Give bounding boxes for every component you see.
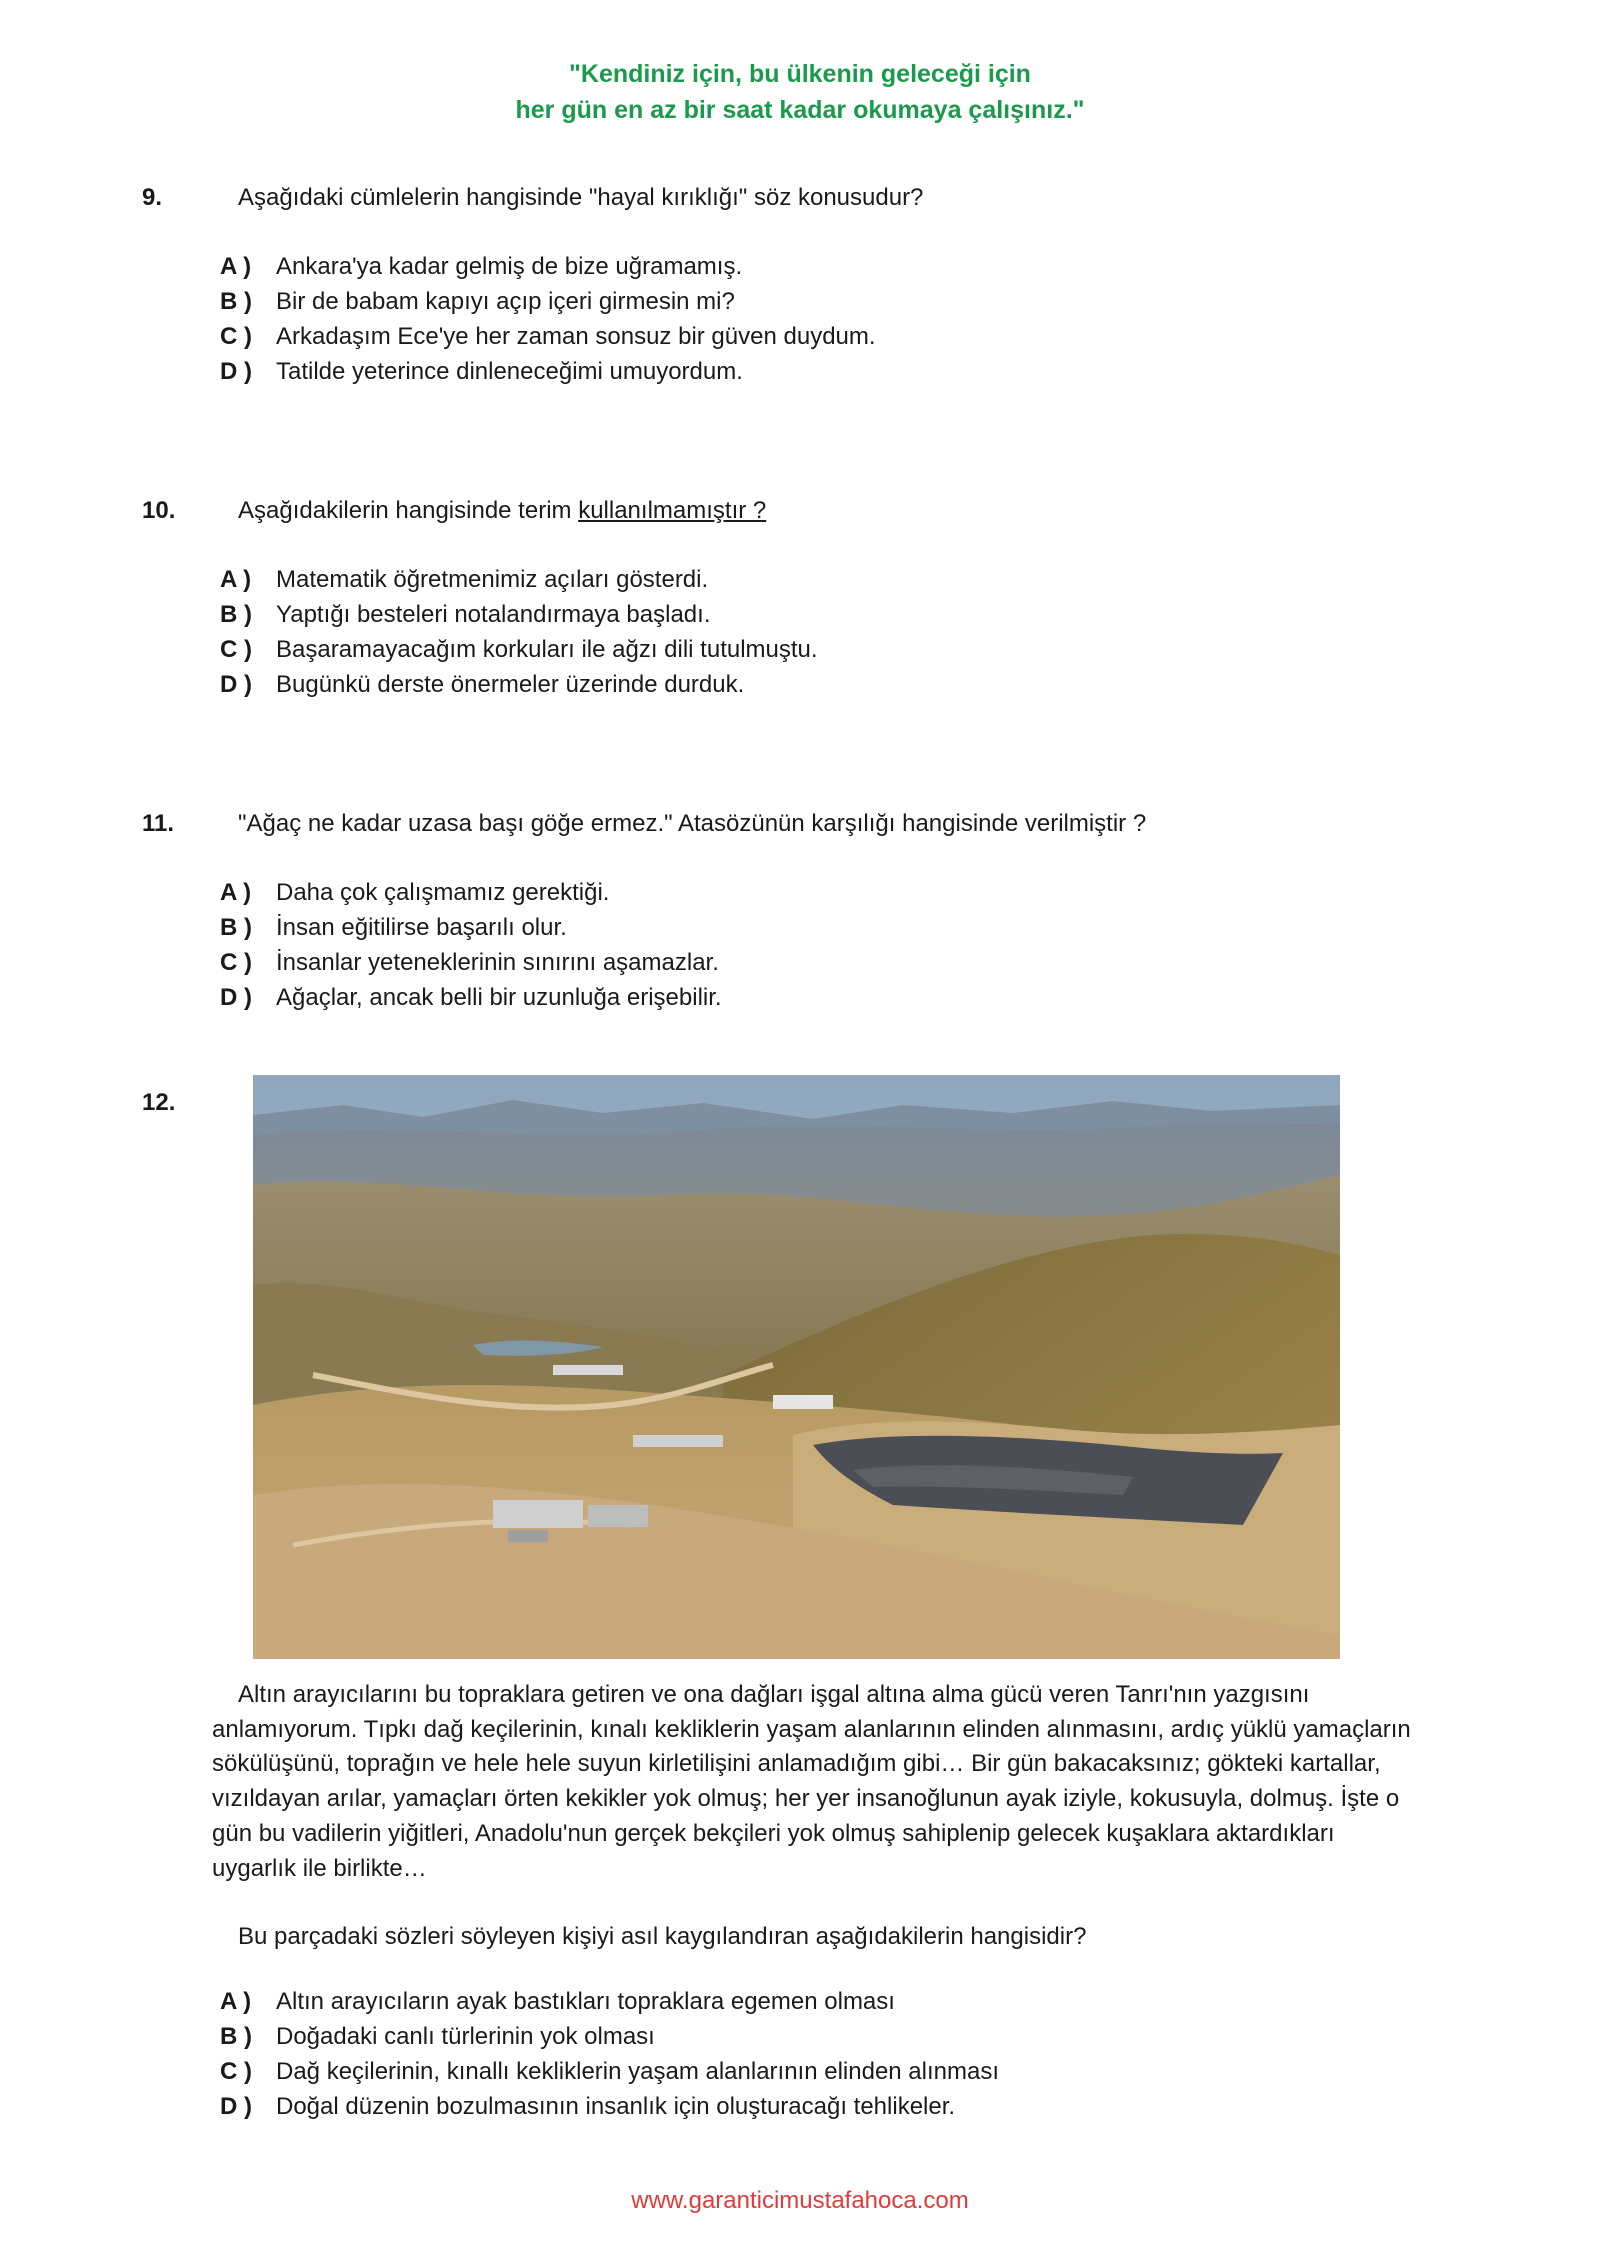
option-text: Altın arayıcıların ayak bastıkları topraklara egemen olması bbox=[276, 1988, 895, 2015]
question-number: 10. bbox=[142, 497, 176, 524]
option-c[interactable] bbox=[220, 949, 722, 984]
option-text: Bugünkü derste önermeler üzerinde durduk. bbox=[276, 671, 745, 698]
header-quote bbox=[0, 56, 1600, 128]
question-text-underlined: kullanılmamıştır ? bbox=[578, 497, 767, 524]
option-text: Başaramayacağım korkuları ile ağzı dili tutulmuştu. bbox=[276, 636, 818, 663]
option-letter: C ) bbox=[220, 949, 252, 976]
option-list bbox=[220, 566, 818, 706]
option-letter: A ) bbox=[220, 1988, 252, 2015]
question-text: "Ağaç ne kadar uzasa başı göğe ermez." Atasözünün karşılığı hangisinde verilmiştir ? bbox=[238, 810, 1147, 837]
option-letter: B ) bbox=[220, 2023, 252, 2050]
option-c[interactable] bbox=[220, 636, 818, 671]
option-d[interactable] bbox=[220, 984, 722, 1019]
option-text: İnsan eğitilirse başarılı olur. bbox=[276, 914, 567, 941]
question-text: Bu parçadaki sözleri söyleyen kişiyi asıl kaygılandıran aşağıdakilerin hangisidir? bbox=[238, 1923, 1087, 1950]
option-letter: C ) bbox=[220, 636, 252, 663]
option-text: Arkadaşım Ece'ye her zaman sonsuz bir güven duydum. bbox=[276, 323, 876, 350]
option-text: Dağ keçilerinin, kınallı kekliklerin yaşam alanlarının elinden alınması bbox=[276, 2058, 1000, 2085]
option-letter: D ) bbox=[220, 984, 252, 1011]
header-line-1: "Kendiniz için, bu ülkenin geleceği için bbox=[569, 60, 1031, 88]
option-d[interactable] bbox=[220, 2093, 999, 2128]
footer-link[interactable]: www.garanticimustafahoca.com bbox=[631, 2187, 969, 2214]
reading-passage: Altın arayıcılarını bu topraklara getiren ve ona dağları işgal altına alma gücü veren Tanrı'nın yazgısını anlamıyorum. Tıpkı dağ keçilerinin, kınalı kekliklerin yaşam alanlarının elinden alınmasını, ardıç yüklü yamaçların sökülüşünü, toprağın ve hele hele suyun kirletilişini anlamadığım gibi… Bir gün bakacaksınız; gökteki kartallar, vızıldayan arılar, yamaçları örten kekikler yok olmuş; her yer insanoğlunun ayak iziyle, kokusuyla, dolmuş. İşte o gün bu vadilerin yiğitleri, Anadolu'nun gerçek bekçileri yok olmuş sahiplenip gelecek kuşaklara aktardıkları uygarlık ile birlikte… bbox=[212, 1681, 1411, 1882]
option-c[interactable] bbox=[220, 323, 876, 358]
option-a[interactable] bbox=[220, 1988, 999, 2023]
option-letter: C ) bbox=[220, 323, 252, 350]
option-text: Bir de babam kapıyı açıp içeri girmesin mi? bbox=[276, 288, 735, 315]
question-number: 12. bbox=[142, 1089, 176, 1116]
option-text: Ağaçlar, ancak belli bir uzunluğa erişebilir. bbox=[276, 984, 722, 1011]
option-text: Yaptığı besteleri notalandırmaya başladı. bbox=[276, 601, 711, 628]
option-b[interactable] bbox=[220, 2023, 999, 2058]
option-letter: A ) bbox=[220, 253, 252, 280]
option-d[interactable] bbox=[220, 358, 876, 393]
question-text-start: Aşağıdakilerin hangisinde terim bbox=[238, 497, 579, 524]
option-a[interactable] bbox=[220, 253, 876, 288]
question-number: 11. bbox=[142, 810, 175, 837]
option-letter: D ) bbox=[220, 358, 252, 385]
option-a[interactable] bbox=[220, 566, 818, 601]
option-text: Doğal düzenin bozulmasının insanlık için oluşturacağı tehlikeler. bbox=[276, 2093, 956, 2120]
option-c[interactable] bbox=[220, 2058, 999, 2093]
option-list bbox=[220, 1988, 999, 2128]
header-line-2: her gün en az bir saat kadar okumaya çalışınız." bbox=[515, 96, 1085, 124]
option-list bbox=[220, 253, 876, 393]
question-text bbox=[238, 497, 766, 525]
option-a[interactable] bbox=[220, 879, 722, 914]
option-d[interactable] bbox=[220, 671, 818, 706]
option-text: Doğadaki canlı türlerinin yok olması bbox=[276, 2023, 655, 2050]
option-b[interactable] bbox=[220, 601, 818, 636]
option-letter: D ) bbox=[220, 2093, 252, 2120]
option-b[interactable] bbox=[220, 288, 876, 323]
option-list bbox=[220, 879, 722, 1019]
option-letter: C ) bbox=[220, 2058, 252, 2085]
option-letter: B ) bbox=[220, 288, 252, 315]
option-letter: A ) bbox=[220, 566, 252, 593]
option-letter: D ) bbox=[220, 671, 252, 698]
question-number: 9. bbox=[142, 184, 163, 211]
option-letter: A ) bbox=[220, 879, 252, 906]
option-text: Tatilde yeterince dinleneceğimi umuyordum. bbox=[276, 358, 743, 385]
option-letter: B ) bbox=[220, 914, 252, 941]
option-text: Daha çok çalışmamız gerektiği. bbox=[276, 879, 610, 906]
option-text: İnsanlar yeteneklerinin sınırını aşamazlar. bbox=[276, 949, 719, 976]
question-text: Aşağıdaki cümlelerin hangisinde "hayal kırıklığı" söz konusudur? bbox=[238, 184, 924, 211]
option-letter: B ) bbox=[220, 601, 252, 628]
option-text: Ankara'ya kadar gelmiş de bize uğramamış. bbox=[276, 253, 743, 280]
option-b[interactable] bbox=[220, 914, 722, 949]
mining-landscape-photo bbox=[253, 1075, 1340, 1659]
option-text: Matematik öğretmenimiz açıları gösterdi. bbox=[276, 566, 709, 593]
